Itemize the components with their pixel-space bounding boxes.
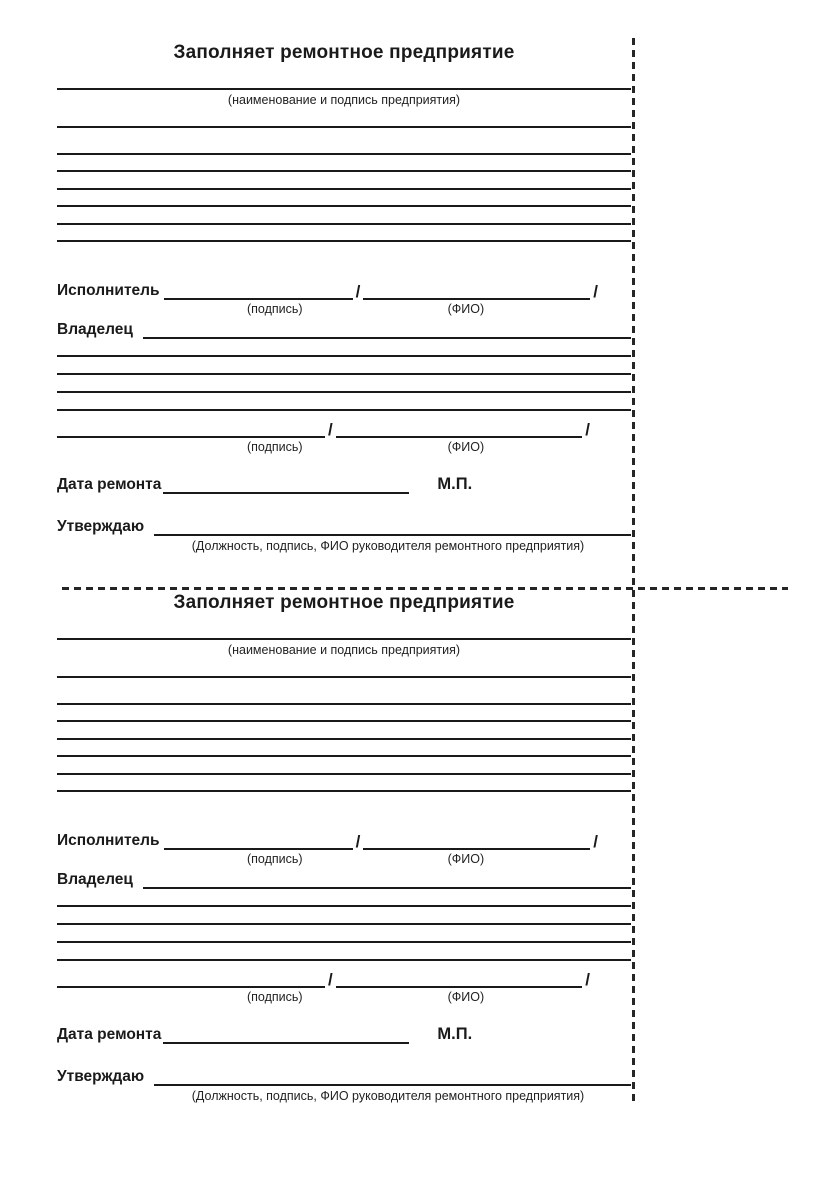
- approve-row: [57, 518, 631, 536]
- blank-line: [57, 190, 631, 208]
- blank-line: [57, 207, 631, 225]
- fio-caption: (ФИО): [447, 439, 485, 454]
- signature-caption: (подпись): [247, 989, 303, 1004]
- executor-fio-line: [363, 848, 590, 850]
- owner-signature-line: [57, 986, 325, 988]
- approve-caption: (Должность, подпись, ФИО руководителя ремонтного предприятия): [191, 538, 585, 553]
- slash-separator: /: [327, 969, 333, 989]
- seal-mark: М.П.: [437, 1024, 473, 1043]
- owner-blank-lines: [57, 889, 631, 961]
- owner-fio-line: [336, 436, 583, 438]
- executor-row: [57, 282, 601, 300]
- signature-caption: (подпись): [247, 439, 303, 454]
- blank-line: [57, 225, 631, 243]
- fio-caption: (ФИО): [447, 302, 485, 317]
- description-blank-lines: [57, 108, 631, 243]
- repair-date-line: [163, 492, 409, 494]
- enterprise-name-caption: (наименование и подпись предприятия): [227, 642, 461, 657]
- horizontal-cut-line: [62, 587, 788, 590]
- owner-line: [143, 337, 631, 339]
- blank-line: [57, 128, 631, 155]
- slash-separator: /: [585, 969, 590, 989]
- blank-line: [57, 925, 631, 943]
- enterprise-name-caption: (наименование и подпись предприятия): [227, 92, 461, 107]
- owner-captions-row: [57, 990, 631, 1005]
- repair-date-line: [163, 1042, 409, 1044]
- approve-line: [154, 1084, 631, 1086]
- executor-label: Исполнитель: [57, 832, 160, 850]
- blank-line: [57, 339, 631, 357]
- blank-line: [57, 907, 631, 925]
- repair-date-row: [57, 1025, 631, 1044]
- executor-captions-row: [57, 302, 631, 317]
- description-blank-lines: [57, 658, 631, 793]
- repair-form-top-copy: [57, 42, 631, 554]
- slash-separator: /: [355, 832, 361, 852]
- seal-mark: М.П.: [437, 474, 473, 493]
- approve-line: [154, 534, 631, 536]
- owner-signature-row: [57, 421, 593, 438]
- executor-label: Исполнитель: [57, 282, 160, 300]
- owner-blank-lines: [57, 339, 631, 411]
- owner-captions-row: [57, 440, 631, 455]
- approve-label: Утверждаю: [57, 517, 145, 535]
- owner-signature-line: [57, 436, 325, 438]
- blank-line: [57, 775, 631, 793]
- owner-fio-line: [336, 986, 583, 988]
- owner-line: [143, 887, 631, 889]
- slash-separator: /: [585, 419, 590, 439]
- approve-caption: (Должность, подпись, ФИО руководителя ремонтного предприятия): [191, 1088, 585, 1103]
- slash-separator: /: [593, 282, 598, 302]
- approve-label: Утверждаю: [57, 1067, 145, 1085]
- blank-line: [57, 678, 631, 705]
- repair-date-row: [57, 475, 631, 494]
- executor-captions-row: [57, 852, 631, 867]
- signature-caption: (подпись): [247, 302, 303, 317]
- blank-line: [57, 705, 631, 723]
- section-title: Заполняет ремонтное предприятие: [173, 42, 515, 63]
- executor-fio-line: [363, 298, 590, 300]
- blank-line: [57, 155, 631, 173]
- executor-signature-line: [164, 298, 353, 300]
- executor-signature-line: [164, 848, 353, 850]
- enterprise-name-line: [57, 638, 631, 640]
- vertical-cut-line: [632, 38, 635, 1104]
- blank-line: [57, 375, 631, 393]
- owner-row: [57, 321, 631, 339]
- section-title: Заполняет ремонтное предприятие: [173, 592, 515, 613]
- approve-row: [57, 1068, 631, 1086]
- repair-date-label: Дата ремонта: [57, 1026, 162, 1044]
- owner-signature-row: [57, 971, 593, 988]
- blank-line: [57, 889, 631, 907]
- blank-line: [57, 393, 631, 411]
- blank-line: [57, 722, 631, 740]
- blank-line: [57, 943, 631, 961]
- enterprise-name-line: [57, 88, 631, 90]
- blank-line: [57, 172, 631, 190]
- blank-line: [57, 757, 631, 775]
- blank-line: [57, 357, 631, 375]
- slash-separator: /: [593, 832, 598, 852]
- fio-caption: (ФИО): [447, 989, 485, 1004]
- owner-row: [57, 871, 631, 889]
- repair-form-bottom-copy: [57, 592, 631, 1104]
- blank-line: [57, 658, 631, 678]
- blank-line: [57, 108, 631, 128]
- fio-caption: (ФИО): [447, 852, 485, 867]
- signature-caption: (подпись): [247, 852, 303, 867]
- executor-row: [57, 832, 601, 850]
- owner-label: Владелец: [57, 871, 133, 889]
- slash-separator: /: [327, 419, 333, 439]
- slash-separator: /: [355, 282, 361, 302]
- blank-line: [57, 740, 631, 758]
- owner-label: Владелец: [57, 321, 133, 339]
- repair-date-label: Дата ремонта: [57, 476, 162, 494]
